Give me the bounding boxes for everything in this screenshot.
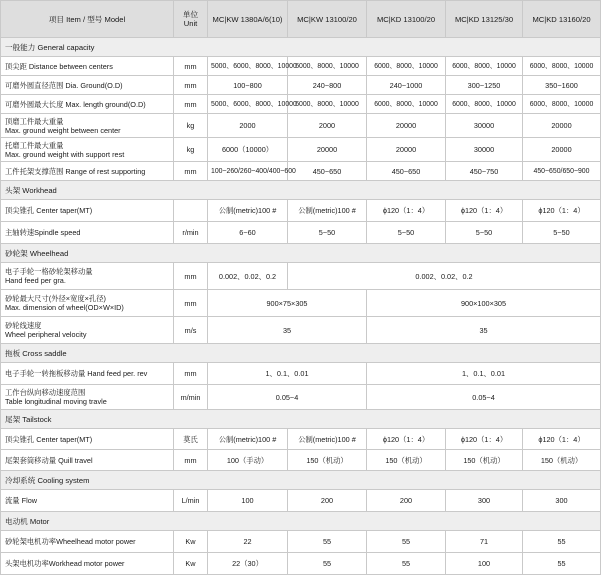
cell-value: 200 [288, 490, 367, 512]
cell-value: 1、0.1、0.01 [208, 363, 367, 385]
row-label: 尾架套筒移动量 Quill travel [1, 450, 174, 471]
table-row [1, 95, 601, 114]
row-label [1, 138, 174, 162]
row-label: 顶尖锥孔 Center taper(MT) [1, 200, 174, 222]
cell-value: 100 [208, 490, 288, 512]
table-row [1, 317, 601, 344]
cell-value: 55 [288, 531, 367, 553]
row-label: 主轴转速Spindle speed [1, 222, 174, 244]
cell-value: 6000、8000、10000 [288, 95, 367, 114]
row-label-zh: 顶磨工件最大重量 [5, 116, 64, 126]
cell-value: 450~650 [367, 162, 446, 181]
cell-value: 20000 [367, 138, 446, 162]
row-unit [174, 200, 208, 222]
cell-value: 900×100×305 [367, 290, 601, 317]
cell-value: 240~1000 [367, 76, 446, 95]
header-model-3: MC|KD 13100/20 [367, 1, 446, 38]
cell-value: 450~650 [288, 162, 367, 181]
cell-value: 150（机动） [523, 450, 601, 471]
cell-value: 35 [367, 317, 601, 344]
row-unit: L/min [174, 490, 208, 512]
row-label: 头架电机功率Workhead motor power [1, 553, 174, 575]
section-general: 一般能力 General capacity [1, 38, 601, 57]
cell-value: 100~800 [208, 76, 288, 95]
cell-value: 900×75×305 [208, 290, 367, 317]
section-cooling: 冷却系统 Cooling system [1, 471, 601, 490]
section-workhead: 头架 Workhead [1, 181, 601, 200]
cell-value: 6~60 [208, 222, 288, 244]
header-model-4: MC|KD 13125/30 [446, 1, 523, 38]
row-unit: m/min [174, 385, 208, 410]
cell-value: 100 [446, 553, 523, 575]
table-row [1, 531, 601, 553]
header-unit [174, 1, 208, 38]
cell-value: 55 [523, 531, 601, 553]
cell-value: 30000 [446, 138, 523, 162]
section-tailstock: 尾架 Tailstock [1, 410, 601, 429]
section-row [1, 38, 601, 57]
header-row [1, 1, 601, 38]
cell-value: 55 [367, 531, 446, 553]
section-row [1, 512, 601, 531]
row-label-en: Table longitudinal moving travle [5, 397, 107, 406]
cell-value: 2000 [208, 114, 288, 138]
table-row [1, 385, 601, 410]
cell-value: 300~1250 [446, 76, 523, 95]
row-label: 可磨外圆最大长度 Max. length ground(O.D) [1, 95, 174, 114]
cell-value: ϕ120（1：4） [446, 200, 523, 222]
row-unit: kg [174, 114, 208, 138]
cell-value: 1、0.1、0.01 [367, 363, 601, 385]
cell-value: 5~50 [446, 222, 523, 244]
cell-value: 0.002、0.02、0.2 [288, 263, 601, 290]
section-cross-saddle: 拖板 Cross saddle [1, 344, 601, 363]
cell-value: 35 [208, 317, 367, 344]
cell-value: 0.05~4 [208, 385, 367, 410]
cell-value: 22（30） [208, 553, 288, 575]
cell-value: 150（机动） [288, 450, 367, 471]
cell-value: 5000、6000、8000、10000 [208, 57, 288, 76]
cell-value: 5~50 [288, 222, 367, 244]
table-row [1, 57, 601, 76]
cell-value: 6000、8000、10000 [288, 57, 367, 76]
row-label: 顶尖锥孔 Center taper(MT) [1, 429, 174, 450]
cell-value: ϕ120（1：4） [523, 429, 601, 450]
row-unit: mm [174, 162, 208, 181]
table-row [1, 290, 601, 317]
row-unit: Kw [174, 553, 208, 575]
row-unit: Kw [174, 531, 208, 553]
header-model-1: MC|KW 1380A/6(10) [208, 1, 288, 38]
cell-value: 6000、8000、10000 [446, 95, 523, 114]
cell-value: 6000（10000） [208, 138, 288, 162]
section-row [1, 181, 601, 200]
row-unit: mm [174, 363, 208, 385]
cell-value: 公制(metric)100 # [288, 200, 367, 222]
cell-value: ϕ120（1：4） [446, 429, 523, 450]
cell-value: 71 [446, 531, 523, 553]
row-label: 工件托架支撑范围 Range of rest supporting [1, 162, 174, 181]
row-unit: mm [174, 290, 208, 317]
cell-value: 公制(metric)100 # [208, 429, 288, 450]
cell-value: 240~800 [288, 76, 367, 95]
row-label [1, 317, 174, 344]
cell-value: 300 [523, 490, 601, 512]
cell-value: 200 [367, 490, 446, 512]
cell-value: 6000、8000、10000 [367, 57, 446, 76]
row-unit: mm [174, 450, 208, 471]
cell-value: 5~50 [523, 222, 601, 244]
row-unit: 莫氏 [174, 429, 208, 450]
cell-value: ϕ120（1：4） [523, 200, 601, 222]
cell-value: 55 [367, 553, 446, 575]
header-model-5: MC|KD 13160/20 [523, 1, 601, 38]
row-unit: kg [174, 138, 208, 162]
row-label [1, 263, 174, 290]
cell-value: 20000 [288, 138, 367, 162]
row-label: 砂轮架电机功率Wheelhead motor power [1, 531, 174, 553]
row-unit: mm [174, 57, 208, 76]
row-label-en: Max. ground weight with support rest [5, 149, 125, 159]
table-row [1, 429, 601, 450]
cell-value: 350~1600 [523, 76, 601, 95]
table-row [1, 363, 601, 385]
section-row [1, 244, 601, 263]
cell-value: 2000 [288, 114, 367, 138]
table-row [1, 162, 601, 181]
cell-value: 100~260/260~400/400~600 [208, 162, 288, 181]
section-row [1, 410, 601, 429]
table-row [1, 138, 601, 162]
cell-value: ϕ120（1：4） [367, 429, 446, 450]
table-row [1, 200, 601, 222]
cell-value: 6000、8000、10000 [367, 95, 446, 114]
cell-value: 55 [288, 553, 367, 575]
row-label-zh: 砂轮线速度 [5, 321, 42, 330]
section-motor: 电动机 Motor [1, 512, 601, 531]
row-unit: m/s [174, 317, 208, 344]
row-unit: mm [174, 263, 208, 290]
cell-value: 450~750 [446, 162, 523, 181]
header-unit-en: Unit [183, 19, 198, 28]
section-wheelhead: 砂轮架 Wheelhead [1, 244, 601, 263]
cell-value: 30000 [446, 114, 523, 138]
row-label-zh: 电子手轮一格砂轮架移动量 [5, 267, 93, 276]
cell-value: 450~650/650~900 [523, 162, 601, 181]
row-unit: r/min [174, 222, 208, 244]
cell-value: 6000、8000、10000 [523, 57, 601, 76]
cell-value: 0.002、0.02、0.2 [208, 263, 288, 290]
cell-value: 20000 [523, 114, 601, 138]
table-row [1, 450, 601, 471]
cell-value: 6000、8000、10000 [446, 57, 523, 76]
cell-value: 150（机动） [446, 450, 523, 471]
row-label [1, 290, 174, 317]
row-label-zh: 工作台纵向移动速度范围 [5, 388, 86, 397]
table-row [1, 490, 601, 512]
cell-value: 150（机动） [367, 450, 446, 471]
cell-value: 5000、6000、8000、10000 [208, 95, 288, 114]
section-row [1, 344, 601, 363]
row-label: 可磨外圆直径范围 Dia. Ground(O.D) [1, 76, 174, 95]
row-label-en: Hand feed per gra. [5, 276, 66, 285]
table-row [1, 76, 601, 95]
cell-value: 公制(metric)100 # [208, 200, 288, 222]
cell-value: 22 [208, 531, 288, 553]
cell-value: 6000、8000、10000 [523, 95, 601, 114]
cell-value: 300 [446, 490, 523, 512]
row-label [1, 385, 174, 410]
row-label: 顶尖距 Distance between centers [1, 57, 174, 76]
row-unit: mm [174, 95, 208, 114]
row-unit: mm [174, 76, 208, 95]
row-label-en: Max. ground weight between center [5, 125, 121, 135]
table-row [1, 222, 601, 244]
row-label-en: Wheel peripheral velocity [5, 330, 87, 339]
row-label-zh: 托磨工件最大重量 [5, 140, 64, 150]
header-unit-zh: 单位 [182, 10, 199, 19]
cell-value: ϕ120（1：4） [367, 200, 446, 222]
cell-value: 公制(metric)100 # [288, 429, 367, 450]
row-label [1, 114, 174, 138]
header-model-2: MC|KW 13100/20 [288, 1, 367, 38]
cell-value: 5~50 [367, 222, 446, 244]
table-row [1, 553, 601, 575]
row-label-zh: 砂轮最大尺寸(外径×宽度×孔径) [5, 294, 106, 303]
table-row [1, 263, 601, 290]
row-label-en: Max. dimension of wheel(OD×W×ID) [5, 303, 124, 312]
cell-value: 0.05~4 [367, 385, 601, 410]
header-item: 项目 Item / 型号 Model [1, 1, 174, 38]
row-label: 流量 Flow [1, 490, 174, 512]
cell-value: 100（手动） [208, 450, 288, 471]
cell-value: 55 [523, 553, 601, 575]
section-row [1, 471, 601, 490]
row-label: 电子手轮一转拖板移动量 Hand feed per. rev [1, 363, 174, 385]
cell-value: 20000 [367, 114, 446, 138]
table-row [1, 114, 601, 138]
cell-value: 20000 [523, 138, 601, 162]
